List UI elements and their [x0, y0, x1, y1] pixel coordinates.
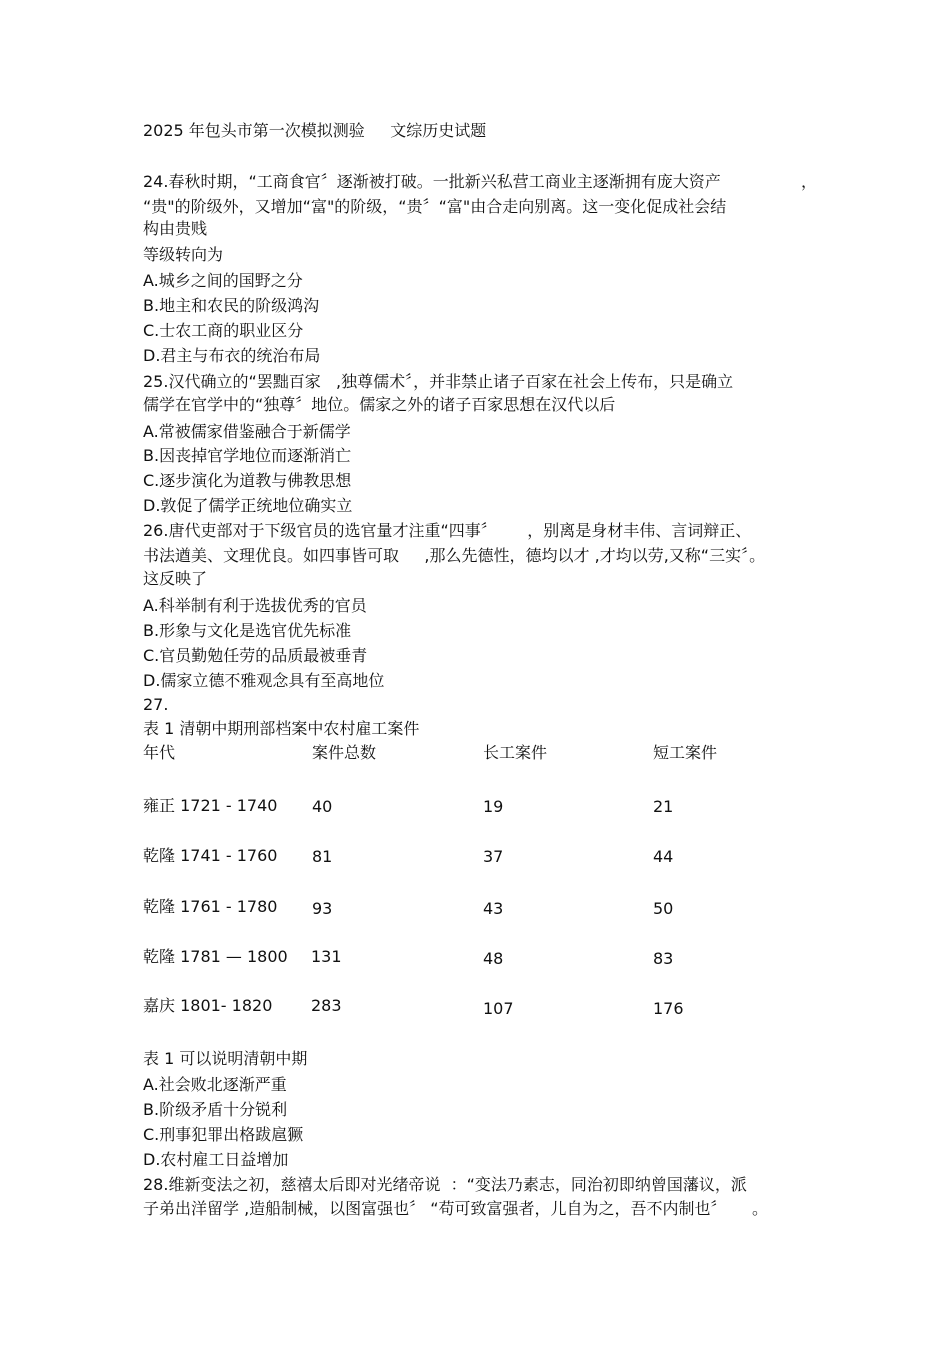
table-cell: 乾隆 1781 — 1800	[143, 947, 288, 966]
table-cell: 21	[653, 797, 674, 816]
q28-stem-line-1: 28.维新变法之初，慈禧太后即对光绪帝说 ：“变法乃素志，同治初即纳曾国藩议，派	[143, 1175, 747, 1194]
q25-option-d: D.敦促了儒学正统地位确实立	[143, 496, 353, 515]
table-caption: 表 1 清朝中期刑部档案中农村雇工案件	[143, 719, 420, 738]
table-header-cell: 短工案件	[653, 743, 718, 762]
q24-option-d: D.君主与布衣的统治布局	[143, 346, 321, 365]
table-cell: 44	[653, 847, 674, 866]
q24-option-a: A.城乡之间的国野之分	[143, 271, 303, 290]
table-cell: 乾隆 1741 - 1760	[143, 846, 278, 865]
q26-option-d: D.儒家立德不雅观念具有至高地位	[143, 671, 385, 690]
q27-option-b: B.阶级矛盾十分锐利	[143, 1100, 288, 1119]
q25-option-b: B.因丧掉官学地位而逐渐消亡	[143, 446, 352, 465]
q24-stem-line-4: 等级转向为	[143, 245, 224, 264]
q24-stem-line-2: “贵"的阶级外，又增加“富"的阶级，“贵〞“富"由合走向别离。这一变化促成社会结	[143, 197, 727, 216]
q26-stem-line-3: 这反映了	[143, 569, 208, 588]
table-cell: 雍正 1721 - 1740	[143, 796, 278, 815]
table-cell: 83	[653, 949, 674, 968]
table-cell: 107	[483, 999, 514, 1018]
table-header-cell: 长工案件	[483, 743, 548, 762]
q27-stem: 表 1 可以说明清朝中期	[143, 1049, 308, 1068]
q27-option-c: C.刑事犯罪出格跋扈獗	[143, 1125, 304, 1144]
q27-number: 27.	[143, 695, 169, 714]
q24-option-b: B.地主和农民的阶级鸿沟	[143, 296, 320, 315]
table-cell: 19	[483, 797, 504, 816]
q25-stem-line-2: 儒学在官学中的“独尊〞地位。儒家之外的诸子百家思想在汉代以后	[143, 395, 616, 414]
table-header-cell: 年代	[143, 743, 176, 762]
q27-option-a: A.社会败北逐渐严重	[143, 1075, 287, 1094]
q24-stem-line-3: 构由贵贱	[143, 219, 208, 238]
q25-stem-line-1: 25.汉代确立的“罢黜百家 ,独尊儒术〞，并非禁止诸子百家在社会上传布，只是确立	[143, 372, 734, 391]
table-cell: 嘉庆 1801- 1820	[143, 996, 273, 1015]
table-cell: 40	[312, 797, 333, 816]
table-cell: 43	[483, 899, 504, 918]
q24-option-c: C.士农工商的职业区分	[143, 321, 304, 340]
q28-stem-line-2: 子弟出洋留学 ,造船制械，以图富强也〞 “苟可致富强者，儿自为之，吾不内制也〞 。	[143, 1199, 768, 1218]
q27-option-d: D.农村雇工日益增加	[143, 1150, 289, 1169]
table-cell: 131	[311, 947, 342, 966]
q25-option-a: A.常被儒家借鉴融合于新儒学	[143, 422, 351, 441]
q25-option-c: C.逐步演化为道教与佛教思想	[143, 471, 352, 490]
table-cell: 93	[312, 899, 333, 918]
table-cell: 50	[653, 899, 674, 918]
q26-option-c: C.官员勤勉任劳的品质最被垂青	[143, 646, 368, 665]
table-cell: 81	[312, 847, 333, 866]
q26-stem-line-1: 26.唐代吏部对于下级官员的选官量才注重“四事〞 ，别离是身材丰伟、言词辩正、	[143, 521, 752, 540]
q26-stem-line-2: 书法遒美、文理优良。如四事皆可取 ,那么先德性，德均以才 ,才均以劳,又称“三实〞。	[143, 546, 766, 565]
table-cell: 48	[483, 949, 504, 968]
table-cell: 37	[483, 847, 504, 866]
q26-option-a: A.科举制有利于选拔优秀的官员	[143, 596, 367, 615]
table-header-cell: 案件总数	[312, 743, 377, 762]
table-cell: 乾隆 1761 - 1780	[143, 897, 278, 916]
table-cell: 176	[653, 999, 684, 1018]
page-title: 2025 年包头市第一次模拟测验 文综历史试题	[143, 121, 487, 140]
q24-stem-line-1-comma: ，	[801, 172, 818, 191]
table-cell: 283	[311, 996, 342, 1015]
q24-stem-line-1: 24.春秋时期，“工商食官〞逐渐被打破。一批新兴私营工商业主逐渐拥有庞大资产	[143, 172, 721, 191]
q26-option-b: B.形象与文化是选官优先标准	[143, 621, 352, 640]
